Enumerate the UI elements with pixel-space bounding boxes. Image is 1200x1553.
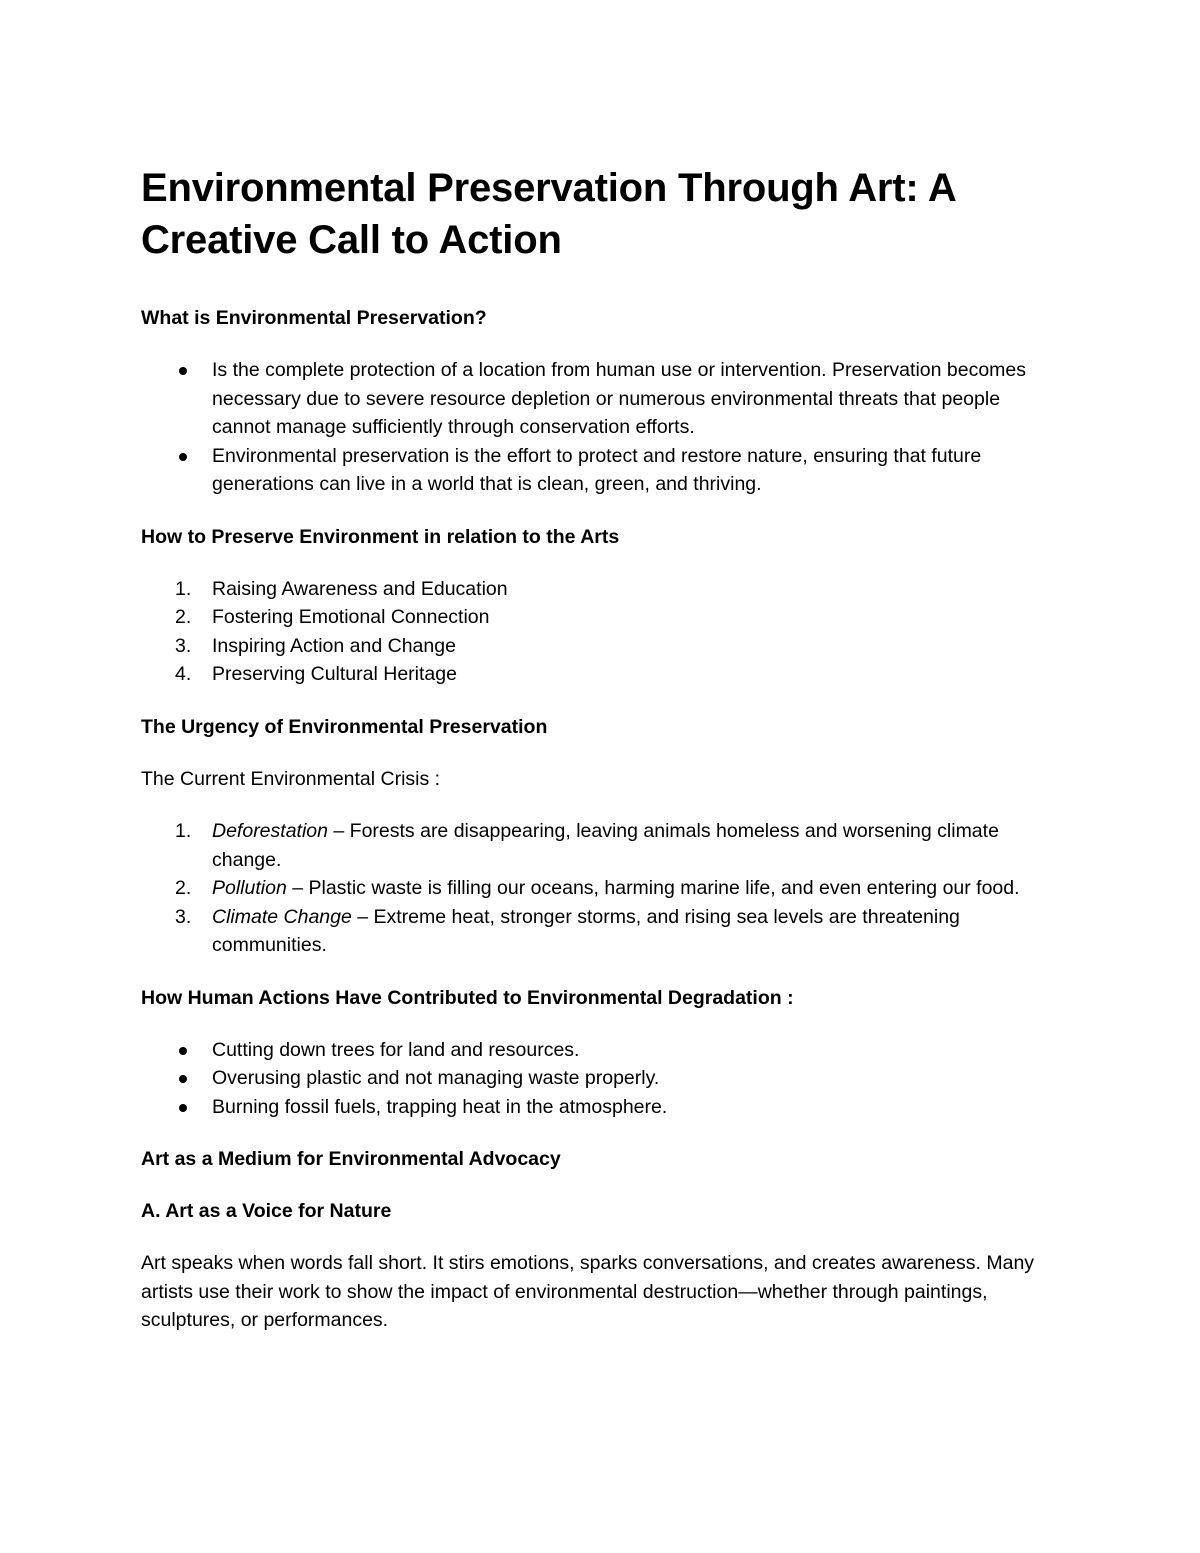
list-item bbox=[141, 1093, 1061, 1122]
list-item bbox=[141, 817, 1061, 874]
list-number: 3. bbox=[175, 905, 192, 928]
list-item-text: Fostering Emotional Connection bbox=[212, 606, 490, 628]
list-item-text: – Plastic waste is filling our oceans, harming marine life, and even entering our food. bbox=[286, 877, 1020, 899]
section-heading-what-is-preservation: What is Environmental Preservation? bbox=[141, 307, 487, 329]
bullet-icon bbox=[179, 1075, 187, 1083]
list-number: 3. bbox=[175, 634, 192, 657]
list-item-text: Cutting down trees for land and resources. bbox=[212, 1038, 580, 1061]
crisis-term: Deforestation bbox=[212, 820, 328, 842]
list-item bbox=[141, 1036, 1061, 1065]
crisis-intro: The Current Environmental Crisis : bbox=[141, 767, 441, 790]
list-item-text: Environmental preservation is the effort to protect and restore nature, ensuring that future generations can live in a world that is clean, green, and thriving. bbox=[212, 444, 982, 495]
list-number: 4. bbox=[175, 663, 192, 685]
list-item bbox=[141, 356, 1061, 442]
list-item bbox=[141, 1064, 1061, 1093]
list-item-text: Raising Awareness and Education bbox=[212, 577, 508, 600]
list-item bbox=[141, 442, 1061, 499]
crisis-term: Climate Change bbox=[212, 905, 352, 928]
bullet-list-definitions bbox=[141, 356, 1061, 499]
crisis-term: Pollution bbox=[212, 877, 287, 899]
list-number: 2. bbox=[175, 877, 192, 899]
subsection-heading-voice-for-nature: A. Art as a Voice for Nature bbox=[141, 1200, 392, 1222]
list-item-text: – Extreme heat, stronger storms, and rising sea levels are threatening communities. bbox=[212, 905, 960, 956]
numbered-list-arts-methods bbox=[141, 575, 1061, 689]
bullet-icon bbox=[179, 1104, 187, 1112]
document-title: Environmental Preservation Through Art: A Creative Call to Action bbox=[141, 166, 956, 262]
body-paragraph: Art speaks when words fall short. It stirs emotions, sparks conversations, and creates awareness. Many artists use their work to show the impact of environmental destruction—whether through paintings, sculptures, or performances. bbox=[141, 1252, 1035, 1331]
section-heading-art-medium: Art as a Medium for Environmental Advocacy bbox=[141, 1148, 561, 1170]
list-item-text: Is the complete protection of a location from human use or intervention. Preservation becomes necessary due to severe resource depletion or numerous environmental threats that people cannot manage sufficiently through conservation efforts. bbox=[212, 359, 1027, 438]
list-item bbox=[141, 575, 1061, 604]
list-item-text: Preserving Cultural Heritage bbox=[212, 663, 457, 685]
list-item bbox=[141, 632, 1061, 661]
list-item bbox=[141, 903, 1061, 960]
list-item bbox=[141, 603, 1061, 632]
bullet-list-human-actions bbox=[141, 1036, 1061, 1122]
bullet-icon bbox=[179, 1047, 187, 1055]
list-number: 2. bbox=[175, 606, 192, 628]
list-item-text: Burning fossil fuels, trapping heat in the atmosphere. bbox=[212, 1095, 668, 1118]
section-heading-human-actions: How Human Actions Have Contributed to Environmental Degradation : bbox=[141, 986, 794, 1009]
list-item-text: – Forests are disappearing, leaving animals homeless and worsening climate change. bbox=[212, 820, 999, 871]
section-heading-urgency: The Urgency of Environmental Preservation bbox=[141, 715, 548, 738]
list-number: 1. bbox=[175, 820, 192, 842]
list-item-text: Overusing plastic and not managing waste properly. bbox=[212, 1067, 660, 1089]
list-item-text: Inspiring Action and Change bbox=[212, 634, 456, 657]
numbered-list-crisis bbox=[141, 817, 1061, 960]
document-page bbox=[141, 162, 1061, 1359]
list-item bbox=[141, 874, 1061, 903]
bullet-icon bbox=[179, 453, 187, 461]
list-number: 1. bbox=[175, 577, 192, 600]
list-item bbox=[141, 660, 1061, 689]
bullet-icon bbox=[179, 367, 187, 375]
section-heading-preserve-through-arts: How to Preserve Environment in relation to the Arts bbox=[141, 525, 620, 548]
